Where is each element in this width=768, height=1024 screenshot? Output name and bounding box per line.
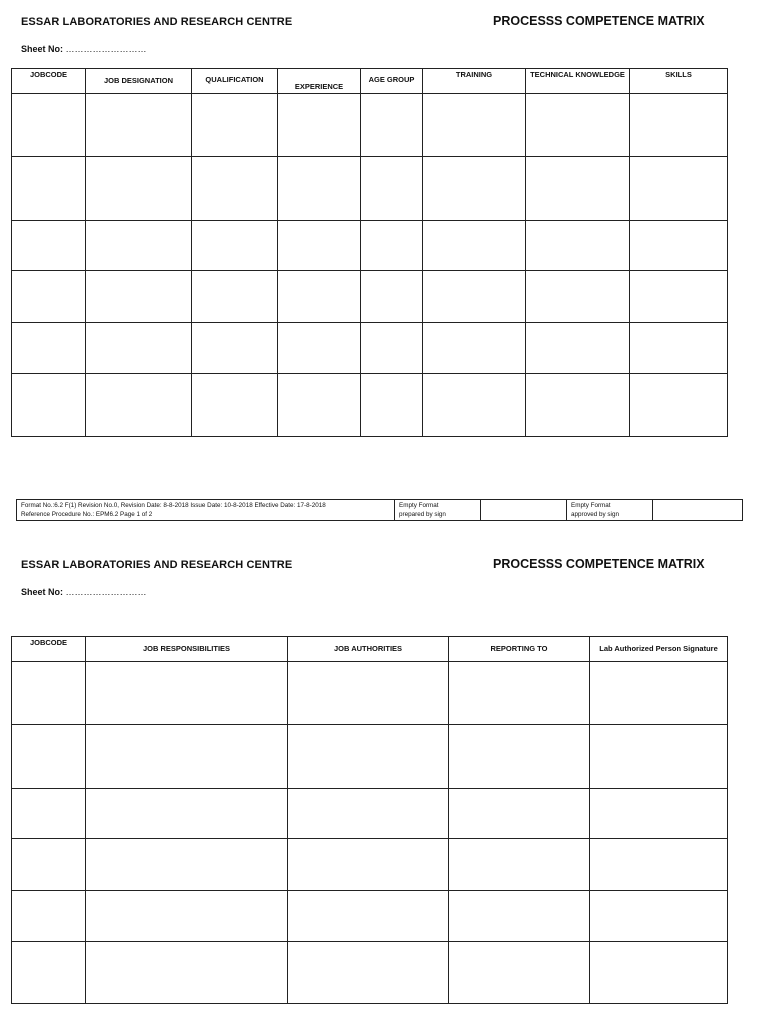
table-cell[interactable] xyxy=(590,662,728,725)
header-experience: EXPERIENCE xyxy=(278,69,361,94)
table-cell[interactable] xyxy=(86,157,192,221)
table-row xyxy=(12,662,728,725)
table-cell[interactable] xyxy=(86,839,288,891)
table-cell[interactable] xyxy=(526,221,630,271)
table-cell[interactable] xyxy=(12,662,86,725)
table-header-row xyxy=(12,69,728,94)
table-cell[interactable] xyxy=(12,323,86,374)
header-qualification: QUALIFICATION xyxy=(192,69,278,94)
approved-by-signature-field[interactable] xyxy=(653,500,743,521)
table-cell[interactable] xyxy=(361,221,423,271)
table-cell[interactable] xyxy=(86,374,192,437)
table-row xyxy=(12,221,728,271)
table-cell[interactable] xyxy=(288,942,449,1004)
table-cell[interactable] xyxy=(278,221,361,271)
table-cell[interactable] xyxy=(630,271,728,323)
table-cell[interactable] xyxy=(86,94,192,157)
table-cell[interactable] xyxy=(12,157,86,221)
table-cell[interactable] xyxy=(361,157,423,221)
sheet-number-field[interactable]: ……………………… xyxy=(65,587,147,597)
table-cell[interactable] xyxy=(12,725,86,789)
table-cell[interactable] xyxy=(449,725,590,789)
table-row xyxy=(12,94,728,157)
header-job-authorities: JOB AUTHORITIES xyxy=(288,637,449,662)
approved-by-label-line1: Empty Format xyxy=(571,502,611,509)
org-name: ESSAR LABORATORIES AND RESEARCH CENTRE xyxy=(21,16,293,28)
table-cell[interactable] xyxy=(423,271,526,323)
table-cell[interactable] xyxy=(361,374,423,437)
table-cell[interactable] xyxy=(192,323,278,374)
table-cell[interactable] xyxy=(590,789,728,839)
table-cell[interactable] xyxy=(590,942,728,1004)
table-cell[interactable] xyxy=(526,157,630,221)
table-cell[interactable] xyxy=(86,942,288,1004)
table-cell[interactable] xyxy=(423,221,526,271)
table-cell[interactable] xyxy=(449,942,590,1004)
table-row xyxy=(12,157,728,221)
table-cell[interactable] xyxy=(361,271,423,323)
table-cell[interactable] xyxy=(526,271,630,323)
table-cell[interactable] xyxy=(12,221,86,271)
table-cell[interactable] xyxy=(288,891,449,942)
table-cell[interactable] xyxy=(449,891,590,942)
table-cell[interactable] xyxy=(192,374,278,437)
header-lab-authorized-signature: Lab Authorized Person Signature xyxy=(590,637,728,662)
table-cell[interactable] xyxy=(630,94,728,157)
header-job-designation: JOB DESIGNATION xyxy=(86,69,192,94)
sheet-number-page2 xyxy=(21,587,147,597)
table-cell[interactable] xyxy=(288,839,449,891)
responsibilities-table xyxy=(11,636,728,1004)
prepared-by-label xyxy=(395,500,481,521)
table-cell[interactable] xyxy=(86,789,288,839)
table-cell[interactable] xyxy=(526,323,630,374)
table-row xyxy=(12,323,728,374)
table-cell[interactable] xyxy=(12,891,86,942)
table-cell[interactable] xyxy=(86,662,288,725)
approved-by-label xyxy=(567,500,653,521)
table-cell[interactable] xyxy=(423,157,526,221)
table-cell[interactable] xyxy=(590,891,728,942)
sheet-number-label: Sheet No: xyxy=(21,44,64,54)
table-cell[interactable] xyxy=(192,94,278,157)
document-title: PROCESSS COMPETENCE MATRIX xyxy=(493,14,705,28)
table-cell[interactable] xyxy=(12,839,86,891)
table-cell[interactable] xyxy=(192,271,278,323)
table-cell[interactable] xyxy=(630,221,728,271)
table-row xyxy=(12,789,728,839)
sheet-number-label: Sheet No: xyxy=(21,587,64,597)
table-cell[interactable] xyxy=(86,221,192,271)
table-cell[interactable] xyxy=(86,891,288,942)
table-cell[interactable] xyxy=(278,157,361,221)
table-cell[interactable] xyxy=(449,662,590,725)
table-cell[interactable] xyxy=(12,789,86,839)
table-cell[interactable] xyxy=(86,271,192,323)
table-cell[interactable] xyxy=(12,942,86,1004)
prepared-by-signature-field[interactable] xyxy=(481,500,567,521)
table-cell[interactable] xyxy=(526,94,630,157)
table-cell[interactable] xyxy=(192,157,278,221)
table-cell[interactable] xyxy=(12,94,86,157)
header-age-group: AGE GROUP xyxy=(361,69,423,94)
table-cell[interactable] xyxy=(86,323,192,374)
format-info-line1: Format No.:6.2 F(1) Revision No.0, Revision Date: 8-8-2018 Issue Date: 10-8-2018 Effective Date: 17-8-2018 xyxy=(21,502,326,509)
table-cell[interactable] xyxy=(590,839,728,891)
table-cell[interactable] xyxy=(526,374,630,437)
table-cell[interactable] xyxy=(278,94,361,157)
document-footer xyxy=(16,499,743,521)
table-cell[interactable] xyxy=(192,221,278,271)
table-row xyxy=(12,271,728,323)
table-cell[interactable] xyxy=(278,271,361,323)
table-cell[interactable] xyxy=(288,662,449,725)
prepared-by-label-line2: prepared by sign xyxy=(399,511,446,518)
org-name-page2: ESSAR LABORATORIES AND RESEARCH CENTRE xyxy=(21,559,293,571)
table-row xyxy=(12,891,728,942)
table-cell[interactable] xyxy=(361,323,423,374)
table-cell[interactable] xyxy=(278,323,361,374)
table-row xyxy=(12,942,728,1004)
header-technical-knowledge: TECHNICAL KNOWLEDGE xyxy=(526,69,630,94)
table-cell[interactable] xyxy=(86,725,288,789)
table-cell[interactable] xyxy=(12,374,86,437)
sheet-number xyxy=(21,44,147,54)
header-training: TRAINING xyxy=(423,69,526,94)
header-jobcode: JOBCODE xyxy=(12,637,86,662)
table-cell[interactable] xyxy=(590,725,728,789)
table-header-row xyxy=(12,637,728,662)
prepared-by-label-line1: Empty Format xyxy=(399,502,439,509)
table-cell[interactable] xyxy=(449,839,590,891)
table-cell[interactable] xyxy=(423,374,526,437)
competence-matrix-table xyxy=(11,68,728,437)
document-title-page2: PROCESSS COMPETENCE MATRIX xyxy=(493,557,705,571)
table-cell[interactable] xyxy=(630,323,728,374)
table-cell[interactable] xyxy=(288,789,449,839)
table-cell[interactable] xyxy=(449,789,590,839)
table-cell[interactable] xyxy=(630,374,728,437)
table-cell[interactable] xyxy=(288,725,449,789)
table-cell[interactable] xyxy=(12,271,86,323)
header-skills: SKILLS xyxy=(630,69,728,94)
header-jobcode: JOBCODE xyxy=(12,69,86,94)
table-cell[interactable] xyxy=(423,94,526,157)
header-job-responsibilities: JOB RESPONSIBILITIES xyxy=(86,637,288,662)
header-reporting-to: REPORTING TO xyxy=(449,637,590,662)
format-info-line2: Reference Procedure No.: EPM6.2 Page 1 of 2 xyxy=(21,511,153,518)
sheet-number-field[interactable]: ……………………… xyxy=(65,44,147,54)
table-cell[interactable] xyxy=(630,157,728,221)
table-cell[interactable] xyxy=(423,323,526,374)
table-row xyxy=(12,839,728,891)
table-cell[interactable] xyxy=(361,94,423,157)
format-info xyxy=(17,500,395,521)
approved-by-label-line2: approved by sign xyxy=(571,511,619,518)
table-row xyxy=(12,374,728,437)
table-row xyxy=(12,725,728,789)
table-cell[interactable] xyxy=(278,374,361,437)
